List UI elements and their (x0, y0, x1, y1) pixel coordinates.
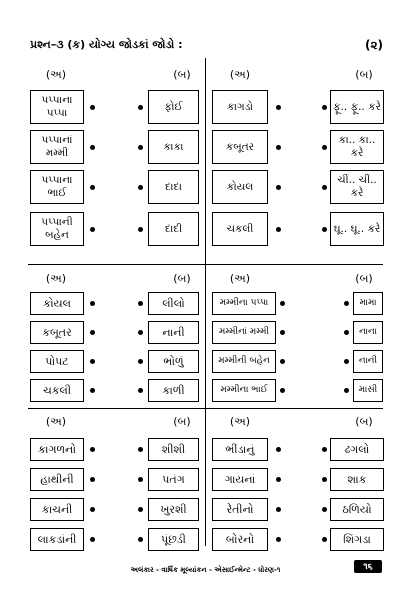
question-title: પ્રશ્ન–૩ (ક) યોગ્ય જોડકાં જોડો : (30, 38, 183, 51)
item-a-left-1: હાથીની (30, 468, 84, 491)
dot-b-right-0[interactable] (322, 447, 327, 452)
item-b-right-1: શાક (330, 468, 384, 491)
item-a-left-1: કબૂતર (30, 321, 84, 344)
dot-a-left-1[interactable] (90, 330, 95, 335)
dot-b-left-0[interactable] (138, 105, 143, 110)
item-a-left-2: પોપટ (30, 350, 84, 373)
item-b-right-3: ઘૂ.. ઘૂ.. કરે (330, 212, 384, 246)
dot-b-right-0[interactable] (322, 105, 327, 110)
item-a-right-3: ચકલી (212, 212, 268, 246)
dot-b-left-3[interactable] (138, 388, 143, 393)
dot-a-left-3[interactable] (90, 537, 95, 542)
dot-a-right-3[interactable] (276, 227, 281, 232)
item-a-right-1: ગાયનાં (212, 468, 268, 491)
item-a-left-0: પપ્પાના પપ્પા (30, 90, 84, 124)
item-a-right-2: મમ્મીની બહેન (212, 350, 276, 373)
item-a-left-2: કાચની (30, 498, 84, 521)
dot-a-right-3[interactable] (276, 537, 281, 542)
header-b-right: (બ) (355, 272, 373, 285)
dot-a-right-3[interactable] (280, 388, 285, 393)
item-b-right-1: કા.. કા.. કરે (330, 130, 384, 164)
dot-a-left-3[interactable] (90, 227, 95, 232)
item-b-left-2: ખુરશી (148, 498, 199, 521)
section-divider-2 (28, 408, 383, 409)
header-b-left: (બ) (173, 415, 191, 428)
dot-a-left-0[interactable] (90, 301, 95, 306)
dot-a-right-2[interactable] (276, 507, 281, 512)
dot-b-left-2[interactable] (138, 185, 143, 190)
item-b-left-1: કાકા (148, 130, 199, 164)
dot-b-left-0[interactable] (138, 301, 143, 306)
item-b-right-1: નાના (353, 321, 383, 344)
dot-b-right-3[interactable] (322, 537, 327, 542)
item-b-right-2: ચીં.. ચીં.. કરે (330, 170, 384, 204)
dot-b-left-3[interactable] (138, 537, 143, 542)
header-a-right: (અ) (229, 68, 251, 81)
item-b-left-0: ફોઈ (148, 90, 199, 124)
dot-b-right-1[interactable] (322, 477, 327, 482)
item-a-right-2: કોયલ (212, 170, 268, 204)
question-marks: (૨) (364, 38, 383, 52)
dot-b-left-1[interactable] (138, 145, 143, 150)
item-b-left-3: પૂંછડી (148, 528, 199, 551)
item-b-right-3: માસી (353, 379, 383, 402)
item-a-right-0: ભીંડાનું (212, 438, 268, 461)
item-b-left-1: પતંગ (148, 468, 199, 491)
dot-a-left-0[interactable] (90, 447, 95, 452)
dot-a-left-0[interactable] (90, 105, 95, 110)
item-a-left-0: કોયલ (30, 292, 84, 315)
dot-a-left-1[interactable] (90, 145, 95, 150)
dot-a-left-2[interactable] (90, 507, 95, 512)
item-a-left-3: ચકલી (30, 379, 84, 402)
header-a-right: (અ) (229, 272, 251, 285)
dot-b-left-2[interactable] (138, 507, 143, 512)
header-b-right: (બ) (355, 415, 373, 428)
item-b-right-0: મામા (353, 292, 383, 315)
page-number: ૧૬ (354, 560, 382, 573)
dot-a-right-1[interactable] (280, 330, 285, 335)
item-b-left-2: ભોળું (148, 350, 199, 373)
dot-a-right-0[interactable] (276, 105, 281, 110)
item-b-right-0: ફૂ.. ફૂ.. કરે (330, 90, 384, 124)
dot-b-right-3[interactable] (344, 388, 349, 393)
dot-a-right-0[interactable] (280, 301, 285, 306)
item-a-right-3: મમ્મીના ભાઈ (212, 379, 276, 402)
dot-a-left-3[interactable] (90, 388, 95, 393)
dot-a-right-0[interactable] (276, 447, 281, 452)
item-b-left-3: દાદી (148, 212, 199, 246)
item-a-right-0: કાગડો (212, 90, 268, 124)
dot-a-right-1[interactable] (276, 477, 281, 482)
dot-a-right-2[interactable] (280, 359, 285, 364)
header-a-left: (અ) (45, 68, 67, 81)
dot-a-left-2[interactable] (90, 185, 95, 190)
header-b-left: (બ) (173, 68, 191, 81)
item-a-left-0: કાગળનો (30, 438, 84, 461)
dot-b-right-2[interactable] (322, 185, 327, 190)
header-a-right: (અ) (229, 415, 251, 428)
dot-b-left-1[interactable] (138, 330, 143, 335)
dot-b-right-2[interactable] (344, 359, 349, 364)
item-b-left-1: નાની (148, 321, 199, 344)
dot-a-left-2[interactable] (90, 359, 95, 364)
dot-b-left-3[interactable] (138, 227, 143, 232)
item-a-left-2: પપ્પાના ભાઈ (30, 170, 84, 204)
dot-b-right-2[interactable] (322, 507, 327, 512)
header-a-left: (અ) (45, 272, 67, 285)
item-b-left-3: કાળી (148, 379, 199, 402)
item-b-left-0: લીલો (148, 292, 199, 315)
dot-b-right-1[interactable] (322, 145, 327, 150)
item-a-left-3: લાકડાંની (30, 528, 84, 551)
dot-b-right-1[interactable] (344, 330, 349, 335)
header-a-left: (અ) (45, 415, 67, 428)
item-b-right-3: શિંગડા (330, 528, 384, 551)
item-b-right-0: ઢગલો (330, 438, 384, 461)
item-a-left-1: પપ્પાનાં મમ્મી (30, 130, 84, 164)
dot-b-right-3[interactable] (322, 227, 327, 232)
item-b-left-0: શીશી (148, 438, 199, 461)
section-divider-1 (28, 264, 383, 265)
dot-b-right-0[interactable] (344, 301, 349, 306)
dot-a-right-1[interactable] (276, 145, 281, 150)
item-b-left-2: દાદા (148, 170, 199, 204)
footer-text: અલંકાર - વાર્ષિક મૂલ્યાંકન - એસાઈન્મેન્ટ - ધોરણ-૧ (130, 566, 281, 574)
dot-b-left-0[interactable] (138, 447, 143, 452)
item-a-right-3: બોરનો (212, 528, 268, 551)
item-a-left-3: પપ્પાની બહેન (30, 212, 84, 246)
item-b-right-2: ઠળિયો (330, 498, 384, 521)
item-b-right-2: નાની (353, 350, 383, 373)
item-a-right-0: મમ્મીના પપ્પા (212, 292, 276, 315)
dot-a-left-1[interactable] (90, 477, 95, 482)
item-a-right-1: મમ્મીનાં મમ્મી (212, 321, 276, 344)
dot-b-left-1[interactable] (138, 477, 143, 482)
dot-b-left-2[interactable] (138, 359, 143, 364)
header-b-left: (બ) (173, 272, 191, 285)
dot-a-right-2[interactable] (276, 185, 281, 190)
column-divider (205, 58, 206, 546)
item-a-right-1: કબૂતર (212, 130, 268, 164)
header-b-right: (બ) (355, 68, 373, 81)
item-a-right-2: રેતીનો (212, 498, 268, 521)
